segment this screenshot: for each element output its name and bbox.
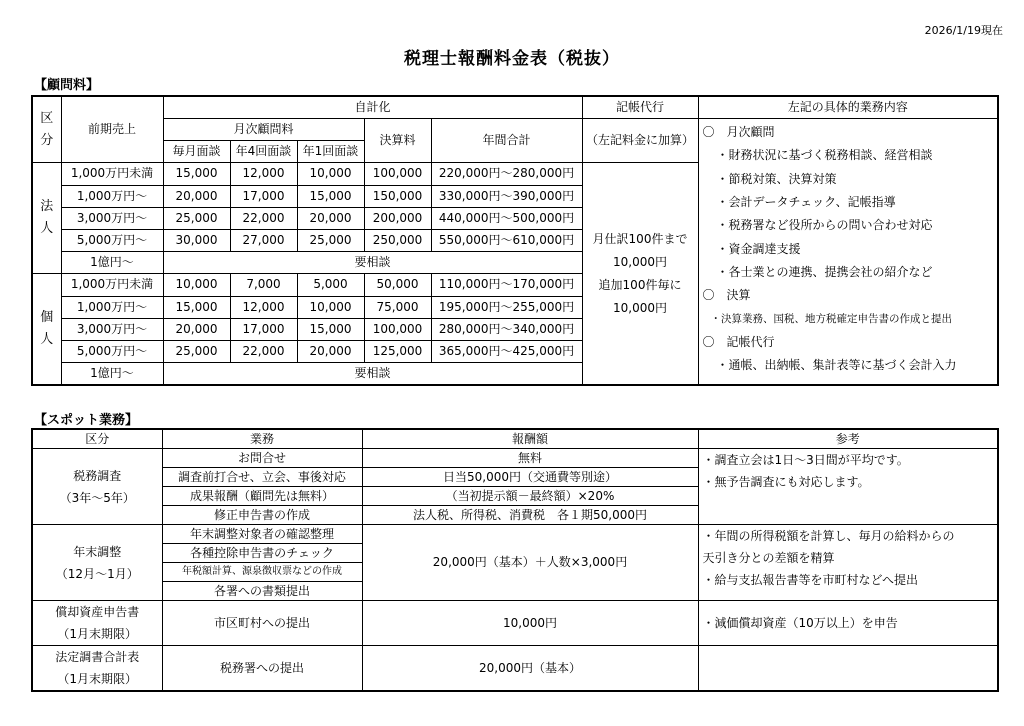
work-cell: 市区町村への提出: [162, 601, 362, 646]
sales-cell: 3,000万円～: [61, 207, 163, 229]
work-cell: 修正申告書の作成: [162, 506, 362, 525]
details-settlement-head: 〇 決算: [702, 288, 751, 303]
header-prev-sales: 前期売上: [61, 96, 163, 163]
label-line: （3年～5年）: [59, 490, 135, 505]
depreciable-ref: ・減価償却資産（10万以上）を申告: [698, 601, 998, 646]
details-item: ・財務状況に基づく税務相談、経営相談: [716, 148, 933, 163]
details-item: ・税務署など役所からの問い合わせ対応: [716, 218, 933, 233]
legal-report-label: [32, 646, 162, 692]
spot-header-kubun: 区分: [32, 429, 162, 449]
sales-cell: 1,000万円未満: [61, 274, 163, 296]
spot-header-ref: 参考: [698, 429, 998, 449]
header-annual-total: 年間合計: [431, 119, 582, 163]
tax-audit-ref: [698, 449, 998, 525]
fee-cell: 20,000円（基本）: [362, 646, 698, 692]
depreciable-label: [32, 601, 162, 646]
year-end-fee: 20,000円（基本）＋人数×3,000円: [362, 525, 698, 601]
fee-cell: 22,000: [230, 340, 297, 362]
fee-cell: 10,000: [297, 163, 364, 185]
total-cell: 220,000円～280,000円: [431, 163, 582, 185]
details-item: ・決算業務、国税、地方税確定申告書の作成と提出: [710, 312, 952, 325]
ref-line: ・無予告調査にも対応します。: [702, 475, 870, 489]
fee-cell: 25,000: [297, 229, 364, 251]
bookkeeping-line: 10,000円: [613, 254, 667, 269]
label-line: 税務調査: [73, 468, 122, 483]
ref-line: ・給与支払報告書等を市町村などへ提出: [702, 573, 919, 587]
bookkeeping-line: 追加100件毎に: [598, 277, 682, 292]
bookkeeping-line: 月仕訳100件まで: [592, 231, 688, 246]
spot-header-fee: 報酬額: [362, 429, 698, 449]
ref-line: ・年間の所得税額を計算し、毎月の給料からの: [702, 529, 955, 543]
total-cell: 365,000円～425,000円: [431, 340, 582, 362]
fee-cell: 10,000円: [362, 601, 698, 646]
header-settlement-fee: 決算料: [364, 119, 431, 163]
ref-line: ・調査立会は1日～3日間が平均です。: [702, 453, 909, 467]
fee-cell: 27,000: [230, 229, 297, 251]
fee-cell: 17,000: [230, 185, 297, 207]
total-cell: 550,000円～610,000円: [431, 229, 582, 251]
details-cell: [698, 119, 998, 386]
year-end-label: [32, 525, 162, 601]
table-row: [32, 449, 998, 468]
details-item: ・通帳、出納帳、集計表等に基づく会計入力: [716, 358, 957, 373]
sales-cell: 1億円～: [61, 363, 163, 386]
corp-label: 法 人: [32, 163, 61, 274]
total-cell: 440,000円～500,000円: [431, 207, 582, 229]
consult-cell: 要相談: [163, 252, 582, 274]
sales-cell: 3,000万円～: [61, 318, 163, 340]
fee-cell: 20,000: [163, 185, 230, 207]
consult-cell: 要相談: [163, 363, 582, 386]
total-cell: 280,000円～340,000円: [431, 318, 582, 340]
table-row: [32, 525, 998, 544]
fee-cell: 125,000: [364, 340, 431, 362]
fee-cell: 50,000: [364, 274, 431, 296]
fee-cell: 200,000: [364, 207, 431, 229]
bookkeeping-line: 10,000円: [613, 300, 667, 315]
fee-cell: （当初提示額－最終額）×20%: [362, 487, 698, 506]
ref-line: 天引き分との差額を精算: [702, 551, 835, 565]
header-monthly-fee: 月次顧問料: [163, 119, 364, 141]
table-row: [32, 646, 998, 692]
label-line: 年末調整: [73, 544, 122, 559]
date-stamp: 2026/1/19現在: [924, 24, 1003, 37]
header-bookkeeping-note: （左記料金に加算）: [582, 119, 698, 163]
fee-cell: 25,000: [163, 207, 230, 229]
fee-cell: 17,000: [230, 318, 297, 340]
fee-cell: 15,000: [297, 185, 364, 207]
sales-cell: 1,000万円～: [61, 185, 163, 207]
work-cell: 年税額計算、源泉徴収票などの作成: [162, 563, 362, 582]
details-item: ・各士業との連携、提携会社の紹介など: [716, 264, 933, 279]
header-quarterly-visit: 年4回面談: [230, 141, 297, 163]
header-bookkeeping: 記帳代行: [582, 96, 698, 119]
fee-cell: 20,000: [297, 207, 364, 229]
sales-cell: 1,000万円未満: [61, 163, 163, 185]
spot-header-work: 業務: [162, 429, 362, 449]
details-item: ・会計データチェック、記帳指導: [716, 195, 896, 210]
tax-audit-label: [32, 449, 162, 525]
sales-cell: 5,000万円～: [61, 340, 163, 362]
total-cell: 110,000円～170,000円: [431, 274, 582, 296]
fee-cell: 10,000: [297, 296, 364, 318]
fee-cell: 75,000: [364, 296, 431, 318]
page-title: 税理士報酬料金表（税抜）: [404, 49, 620, 69]
fee-cell: 30,000: [163, 229, 230, 251]
header-details: 左記の具体的業務内容: [698, 96, 998, 119]
work-cell: 年末調整対象者の確認整理: [162, 525, 362, 544]
label-line: 法定調書合計表: [55, 650, 140, 664]
fee-cell: 15,000: [163, 163, 230, 185]
work-cell: 各種控除申告書のチェック: [162, 544, 362, 563]
spot-table: [31, 428, 999, 692]
year-end-ref: [698, 525, 998, 601]
header-self-accounting: 自計化: [163, 96, 582, 119]
fee-cell: 100,000: [364, 318, 431, 340]
details-item: ・節税対策、決算対策: [716, 171, 837, 186]
fee-cell: 25,000: [163, 340, 230, 362]
section-spot-title: 【スポット業務】: [34, 413, 139, 428]
fee-cell: 250,000: [364, 229, 431, 251]
fee-cell: 20,000: [297, 340, 364, 362]
table-row: [32, 601, 998, 646]
fee-cell: 22,000: [230, 207, 297, 229]
details-item: ・資金調達支援: [716, 241, 801, 256]
advisory-table: [31, 95, 999, 386]
sales-cell: 1,000万円～: [61, 296, 163, 318]
fee-cell: 12,000: [230, 163, 297, 185]
fee-cell: 20,000: [163, 318, 230, 340]
fee-cell: 12,000: [230, 296, 297, 318]
bookkeeping-price-cell: [582, 163, 698, 385]
fee-cell: 法人税、所得税、消費税 各１期50,000円: [362, 506, 698, 525]
label-line: （1月末期限）: [57, 672, 138, 686]
fee-cell: 5,000: [297, 274, 364, 296]
fee-cell: 15,000: [163, 296, 230, 318]
label-line: （12月～1月）: [55, 566, 139, 581]
legal-report-ref: [698, 646, 998, 692]
work-cell: 調査前打合せ、立会、事後対応: [162, 468, 362, 487]
work-cell: 税務署への提出: [162, 646, 362, 692]
total-cell: 195,000円～255,000円: [431, 296, 582, 318]
sales-cell: 5,000万円～: [61, 229, 163, 251]
label-line: 償却資産申告書: [55, 605, 140, 619]
label-line: （1月末期限）: [57, 627, 138, 641]
fee-cell: 100,000: [364, 163, 431, 185]
indiv-label: 個 人: [32, 274, 61, 385]
header-kubun: 区 分: [32, 96, 61, 163]
work-cell: 成果報酬（顧問先は無料）: [162, 487, 362, 506]
fee-cell: 150,000: [364, 185, 431, 207]
header-monthly-visit: 毎月面談: [163, 141, 230, 163]
sales-cell: 1億円～: [61, 252, 163, 274]
fee-cell: 7,000: [230, 274, 297, 296]
work-cell: お問合せ: [162, 449, 362, 468]
section-advisory-title: 【顧問料】: [34, 78, 100, 93]
work-cell: 各署への書類提出: [162, 582, 362, 601]
fee-cell: 日当50,000円（交通費等別途）: [362, 468, 698, 487]
details-monthly-head: 〇 月次顧問: [702, 125, 775, 140]
header-annual-visit: 年1回面談: [297, 141, 364, 163]
fee-cell: 15,000: [297, 318, 364, 340]
details-bookkeeping-head: 〇 記帳代行: [702, 334, 775, 349]
fee-cell: 無料: [362, 449, 698, 468]
total-cell: 330,000円～390,000円: [431, 185, 582, 207]
fee-cell: 10,000: [163, 274, 230, 296]
